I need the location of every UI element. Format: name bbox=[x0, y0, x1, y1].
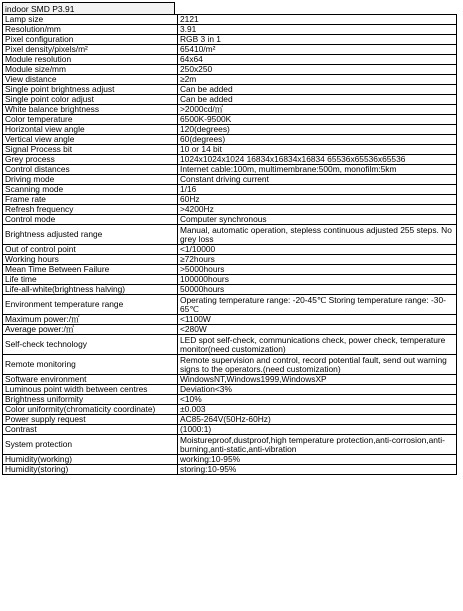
spec-label: White balance brightness bbox=[3, 105, 178, 115]
table-row bbox=[3, 225, 457, 245]
spec-value: (1000:1) bbox=[178, 425, 457, 435]
spec-value: LED spot self-check, communications check, power check, temperature monitor(need customization) bbox=[178, 335, 457, 355]
spec-value: 100000hours bbox=[178, 275, 457, 285]
table-row bbox=[3, 85, 457, 95]
spec-value: Can be added bbox=[178, 95, 457, 105]
spec-label: Horizontal view angle bbox=[3, 125, 178, 135]
table-row bbox=[3, 425, 457, 435]
spec-value: >4200Hz bbox=[178, 205, 457, 215]
spec-value: Computer synchronous bbox=[178, 215, 457, 225]
spec-value: 2121 bbox=[178, 15, 457, 25]
spec-label: Grey process bbox=[3, 155, 178, 165]
table-row bbox=[3, 55, 457, 65]
table-row bbox=[3, 245, 457, 255]
spec-value: Remote supervision and control, record potential fault, send out warning signs to the operators.(need customization) bbox=[178, 355, 457, 375]
spec-label: Resolution/mm bbox=[3, 25, 178, 35]
table-row bbox=[3, 335, 457, 355]
spec-label: Luminous point width between centres bbox=[3, 385, 178, 395]
table-row bbox=[3, 255, 457, 265]
table-row bbox=[3, 455, 457, 465]
spec-label: Brightness adjusted range bbox=[3, 225, 178, 245]
spec-label: View distance bbox=[3, 75, 178, 85]
spec-value: <1100W bbox=[178, 315, 457, 325]
spec-title: indoor SMD P3.91 bbox=[2, 2, 175, 14]
table-row bbox=[3, 125, 457, 135]
spec-value: ±0.003 bbox=[178, 405, 457, 415]
table-row bbox=[3, 135, 457, 145]
spec-label: Power supply request bbox=[3, 415, 178, 425]
table-row bbox=[3, 405, 457, 415]
spec-label: Module size/mm bbox=[3, 65, 178, 75]
table-row bbox=[3, 185, 457, 195]
table-row bbox=[3, 105, 457, 115]
spec-label: Average power:/㎡ bbox=[3, 325, 178, 335]
spec-value: ≥2m bbox=[178, 75, 457, 85]
spec-label: Self-check technology bbox=[3, 335, 178, 355]
table-row bbox=[3, 415, 457, 425]
spec-value: 250x250 bbox=[178, 65, 457, 75]
table-row bbox=[3, 75, 457, 85]
spec-label: Signal Process bit bbox=[3, 145, 178, 155]
table-row bbox=[3, 145, 457, 155]
table-row bbox=[3, 295, 457, 315]
table-row bbox=[3, 45, 457, 55]
spec-value: 6500K-9500K bbox=[178, 115, 457, 125]
spec-value: >5000hours bbox=[178, 265, 457, 275]
spec-value: Internet cable:100m, multimembrane:500m, monofilm:5km bbox=[178, 165, 457, 175]
spec-label: Environment temperature range bbox=[3, 295, 178, 315]
spec-value: 1024x1024x1024 16834x16834x16834 65536x65536x65536 bbox=[178, 155, 457, 165]
spec-label: Pixel configuration bbox=[3, 35, 178, 45]
spec-value: <10% bbox=[178, 395, 457, 405]
spec-value: WindowsNT,Windows1999,WindowsXP bbox=[178, 375, 457, 385]
spec-value: <280W bbox=[178, 325, 457, 335]
spec-label: Lamp size bbox=[3, 15, 178, 25]
spec-label: System protection bbox=[3, 435, 178, 455]
table-row bbox=[3, 265, 457, 275]
spec-value: 60(degrees) bbox=[178, 135, 457, 145]
spec-label: Remote monitoring bbox=[3, 355, 178, 375]
spec-label: Scanning mode bbox=[3, 185, 178, 195]
spec-value: 65410/m² bbox=[178, 45, 457, 55]
table-row bbox=[3, 375, 457, 385]
table-row bbox=[3, 15, 457, 25]
spec-value: 120(degrees) bbox=[178, 125, 457, 135]
spec-label: Humidity(storing) bbox=[3, 465, 178, 475]
spec-table-body bbox=[3, 15, 457, 475]
spec-label: Refresh frequency bbox=[3, 205, 178, 215]
spec-label: Vertical view angle bbox=[3, 135, 178, 145]
spec-value: 64x64 bbox=[178, 55, 457, 65]
table-row bbox=[3, 205, 457, 215]
spec-label: Humidity(working) bbox=[3, 455, 178, 465]
table-row bbox=[3, 315, 457, 325]
spec-value: 10 or 14 bit bbox=[178, 145, 457, 155]
spec-value: 50000hours bbox=[178, 285, 457, 295]
spec-value: working:10-95% bbox=[178, 455, 457, 465]
table-row bbox=[3, 165, 457, 175]
spec-value: Moistureproof,dustproof,high temperature protection,anti-corrosion,anti-burning,anti-static,anti-vibration bbox=[178, 435, 457, 455]
table-row bbox=[3, 115, 457, 125]
table-row bbox=[3, 175, 457, 185]
spec-label: Control distances bbox=[3, 165, 178, 175]
spec-value: Can be added bbox=[178, 85, 457, 95]
spec-value: storing:10-95% bbox=[178, 465, 457, 475]
table-row bbox=[3, 285, 457, 295]
spec-label: Color uniformity(chromaticity coordinate) bbox=[3, 405, 178, 415]
table-row bbox=[3, 325, 457, 335]
spec-value: >2000cd/㎡ bbox=[178, 105, 457, 115]
table-row bbox=[3, 395, 457, 405]
spec-label: Brightness uniformity bbox=[3, 395, 178, 405]
spec-label: Single point brightness adjust bbox=[3, 85, 178, 95]
table-row bbox=[3, 35, 457, 45]
table-row bbox=[3, 435, 457, 455]
spec-value: Deviation<3% bbox=[178, 385, 457, 395]
table-row bbox=[3, 465, 457, 475]
spec-value: 60Hz bbox=[178, 195, 457, 205]
table-row bbox=[3, 385, 457, 395]
spec-table bbox=[2, 14, 457, 475]
spec-label: Module resolution bbox=[3, 55, 178, 65]
spec-value: RGB 3 in 1 bbox=[178, 35, 457, 45]
spec-label: Pixel density/pixels/m² bbox=[3, 45, 178, 55]
spec-label: Life-all-white(brightness halving) bbox=[3, 285, 178, 295]
table-row bbox=[3, 355, 457, 375]
table-row bbox=[3, 195, 457, 205]
table-row bbox=[3, 215, 457, 225]
spec-label: Life time bbox=[3, 275, 178, 285]
spec-value: 3.91 bbox=[178, 25, 457, 35]
spec-label: Contrast bbox=[3, 425, 178, 435]
spec-label: Mean Time Between Failure bbox=[3, 265, 178, 275]
spec-label: Control mode bbox=[3, 215, 178, 225]
spec-label: Single point color adjust bbox=[3, 95, 178, 105]
spec-value: 1/16 bbox=[178, 185, 457, 195]
spec-value: Operating temperature range: -20-45℃ Storing temperature range: -30-65℃ bbox=[178, 295, 457, 315]
spec-label: Software environment bbox=[3, 375, 178, 385]
table-row bbox=[3, 65, 457, 75]
spec-label: Color temperature bbox=[3, 115, 178, 125]
spec-label: Driving mode bbox=[3, 175, 178, 185]
table-row bbox=[3, 155, 457, 165]
spec-value: <1/10000 bbox=[178, 245, 457, 255]
spec-value: Constant driving current bbox=[178, 175, 457, 185]
spec-value: AC85-264V(50Hz-60Hz) bbox=[178, 415, 457, 425]
spec-label: Frame rate bbox=[3, 195, 178, 205]
table-row bbox=[3, 25, 457, 35]
spec-label: Maximum power:/㎡ bbox=[3, 315, 178, 325]
spec-value: ≥72hours bbox=[178, 255, 457, 265]
table-row bbox=[3, 95, 457, 105]
spec-value: Manual, automatic operation, stepless continuous adjusted 255 steps. No grey loss bbox=[178, 225, 457, 245]
table-row bbox=[3, 275, 457, 285]
spec-label: Out of control point bbox=[3, 245, 178, 255]
spec-label: Working hours bbox=[3, 255, 178, 265]
